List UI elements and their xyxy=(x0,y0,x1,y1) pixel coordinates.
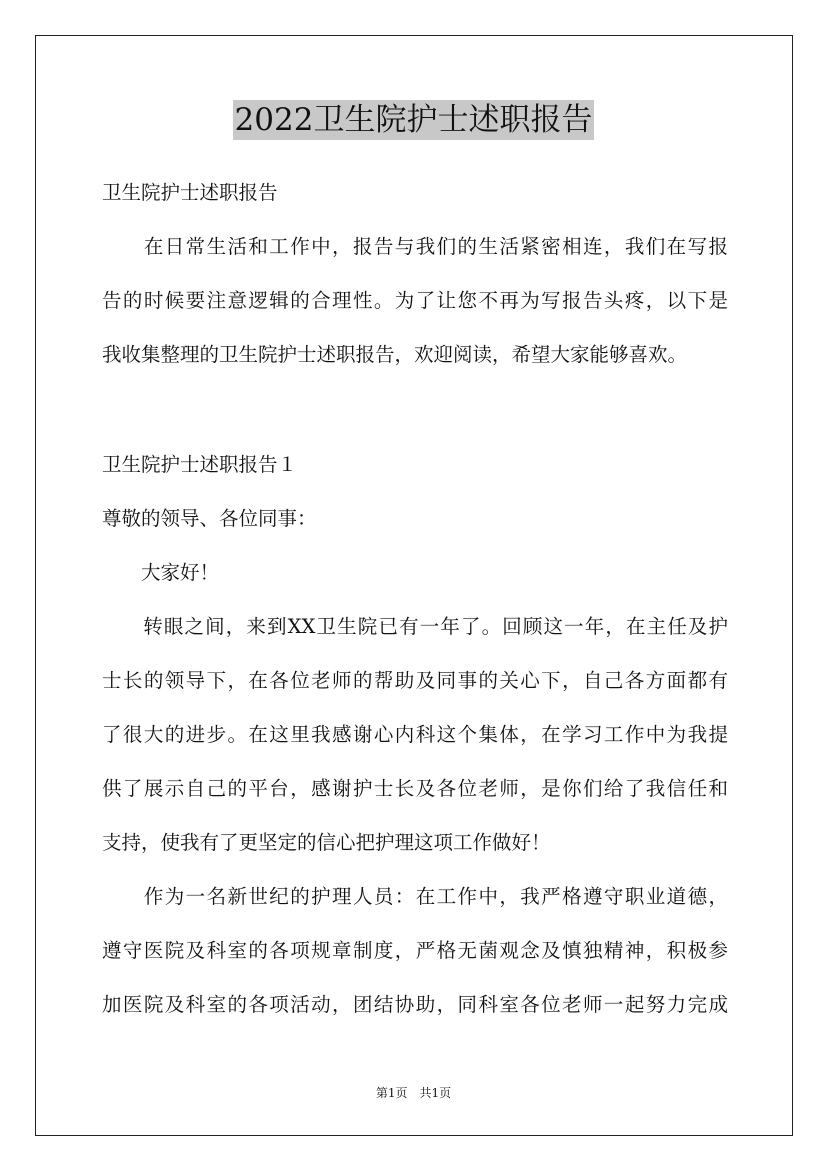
paragraph-line: 转眼之间，来到XX卫生院已有一年了。回顾这一年，在主任及护 xyxy=(102,615,728,638)
paragraph-line: 加医院及科室的各项活动，团结协助，同科室各位老师一起努力完成 xyxy=(102,993,728,1016)
document-body xyxy=(102,166,728,382)
document-title: 2022卫生院护士述职报告 xyxy=(234,102,593,138)
subtitle: 卫生院护士述职报告 xyxy=(102,181,278,204)
page-number: 第1页 共1页 xyxy=(375,1086,452,1100)
salutation: 尊敬的领导、各位同事： xyxy=(102,507,317,530)
paragraph-line: 了很大的进步。在这里我感谢心内科这个集体，在学习工作中为我提 xyxy=(102,723,728,746)
paragraph-line: 支持，使我有了更坚定的信心把护理这项工作做好！ xyxy=(102,831,551,854)
title-area xyxy=(0,100,827,140)
paragraph-line: 士长的领导下，在各位老师的帮助及同事的关心下，自己各方面都有 xyxy=(102,669,728,692)
intro-line: 我收集整理的卫生院护士述职报告，欢迎阅读，希望大家能够喜欢。 xyxy=(102,343,688,366)
paragraph-line: 作为一名新世纪的护理人员：在工作中，我严格遵守职业道德， xyxy=(102,885,728,908)
paragraph-line: 供了展示自己的平台，感谢护士长及各位老师，是你们给了我信任和 xyxy=(102,777,728,800)
document-body-section xyxy=(102,438,728,1032)
paragraph-line: 遵守医院及科室的各项规章制度，严格无菌观念及慎独精神，积极参 xyxy=(102,939,728,962)
section-heading: 卫生院护士述职报告１ xyxy=(102,453,298,476)
intro-line: 告的时候要注意逻辑的合理性。为了让您不再为写报告头疼，以下是 xyxy=(102,289,728,312)
intro-line: 在日常生活和工作中，报告与我们的生活紧密相连，我们在写报 xyxy=(102,235,728,258)
greeting: 大家好！ xyxy=(102,561,220,584)
page-footer xyxy=(0,1085,827,1101)
